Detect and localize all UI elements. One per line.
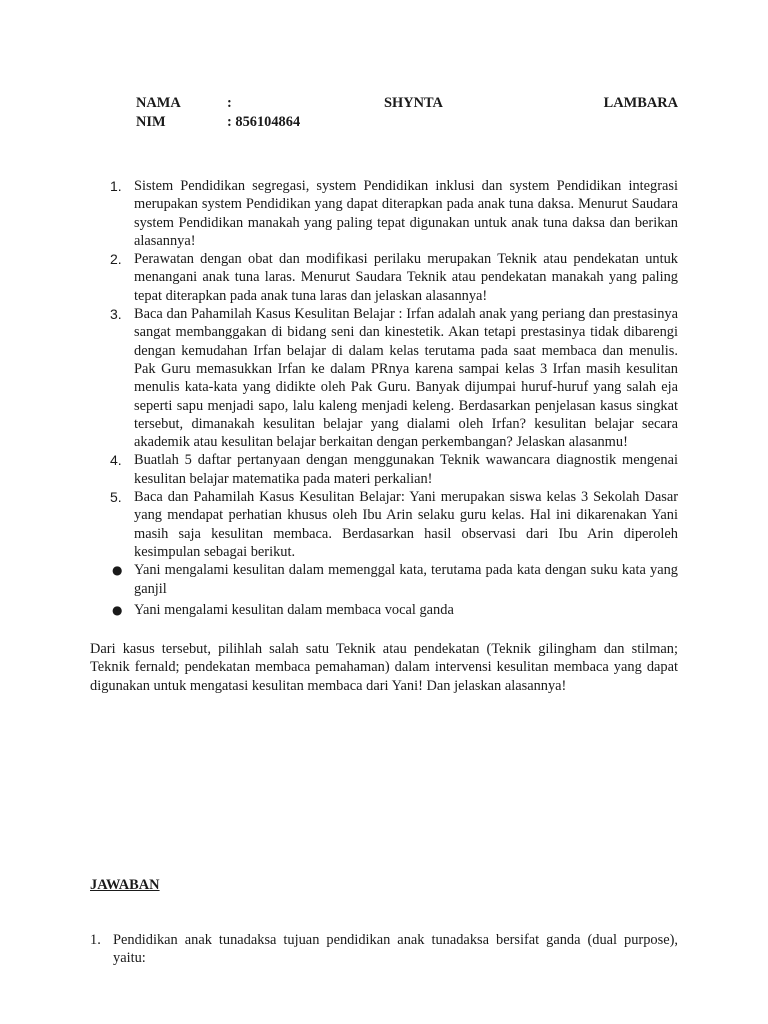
nim-value: : 856104864: [227, 114, 301, 130]
nim-row: [136, 113, 678, 132]
question-text: Baca dan Pahamilah Kasus Kesulitan Belajar : Irfan adalah anak yang periang dan prestasinya sangat membanggakan di bidang seni dan kinestetik. Akan tetapi prestasinya tidak dibarengi dengan kemudahan Irfan belajar di dalam kelas terutama pada saat membaca dan menulis. Pak Guru memasukkan Irfan ke dalam PRnya karena sampai kelas 3 Irfan masih kesulitan menulis kata-kata yang didikte oleh Pak Guru. Banyak dijumpai huruf-huruf yang salah eja seperti sapu menjadi sapo, lalu kaleng menjadi keleng. Berdasarkan penjelasan kasus singkat tersebut, dimanakah kesulitan belajar yang dialami oleh Irfan? kesulitan belajar secara akademik atau kesulitan belajar berkaitan dengan perkembangan? Jelaskan alasanmu!: [134, 306, 678, 451]
bullet-dot-icon: ●: [112, 602, 123, 617]
name-label: NAMA: [136, 95, 181, 111]
question-item: [110, 250, 678, 305]
question-item: [110, 305, 678, 451]
question-number: 1.: [110, 178, 122, 194]
nim-label: NIM: [136, 114, 166, 130]
bullet-text: Yani mengalami kesulitan dalam membaca vocal ganda: [134, 601, 454, 618]
question-item: [110, 488, 678, 561]
question-text: Baca dan Pahamilah Kasus Kesulitan Belajar: Yani merupakan siswa kelas 3 Sekolah Dasar yang mendapat perhatian khusus oleh Ibu Arin selaku guru kelas. Hal ini dikarenakan Yani masih saja kesulitan membaca. Berdasarkan hasil observasi dari Ibu Arin diperoleh kesimpulan sebagai berikut.: [134, 489, 678, 560]
name-row: [136, 94, 678, 113]
question-number: 5.: [110, 489, 122, 506]
student-header: [136, 94, 678, 132]
answer-text: Pendidikan anak tunadaksa tujuan pendidikan anak tunadaksa bersifat ganda (dual purpose), yaitu:: [113, 932, 678, 967]
answer-item: [90, 931, 678, 968]
bullet-text: Yani mengalami kesulitan dalam memenggal kata, terutama pada kata dengan suku kata yang ganjil: [134, 562, 678, 597]
question-list: [110, 177, 678, 619]
question-item: [110, 451, 678, 488]
closing-paragraph: Dari kasus tersebut, pilihlah salah satu Teknik atau pendekatan (Teknik gilingham dan stilman; Teknik fernald; pendekatan membaca pemahaman) dalam intervensi kesulitan membaca yang dapat digunakan untuk mengatasi kesulitan membaca dari Yani! Dan jelaskan alasannya!: [90, 641, 678, 694]
bullet-dot-icon: ●: [112, 563, 123, 578]
name-colon: :: [227, 95, 232, 111]
question-text: Buatlah 5 daftar pertanyaan dengan menggunakan Teknik wawancara diagnostik mengenai kesulitan belajar matematika pada materi perkalian!: [134, 452, 678, 487]
question-number: 2.: [110, 251, 122, 268]
answer-number: 1.: [90, 932, 101, 948]
answer-heading: JAWABAN: [90, 877, 160, 893]
observation-bullet: [110, 601, 678, 619]
answer-list: [90, 931, 678, 968]
question-item: [110, 177, 678, 250]
observation-bullet: [110, 561, 678, 598]
question-text: Sistem Pendidikan segregasi, system Pendidikan inklusi dan system Pendidikan integrasi merupakan system Pendidikan yang dapat diterapkan pada anak tuna daksa. Menurut Saudara system Pendidikan manakah yang paling tepat digunakan untuk anak tuna daksa dan berikan alasannya!: [134, 178, 678, 249]
name-last: LAMBARA: [603, 95, 678, 111]
question-number: 3.: [110, 306, 122, 323]
question-text: Perawatan dengan obat dan modifikasi perilaku merupakan Teknik atau pendekatan untuk menangani anak tuna laras. Menurut Saudara Teknik atau pendekatan manakah yang paling tepat diterapkan pada anak tuna laras dan jelaskan alasannya!: [134, 251, 678, 304]
name-first: SHYNTA: [384, 95, 443, 111]
question-number: 4.: [110, 452, 122, 469]
